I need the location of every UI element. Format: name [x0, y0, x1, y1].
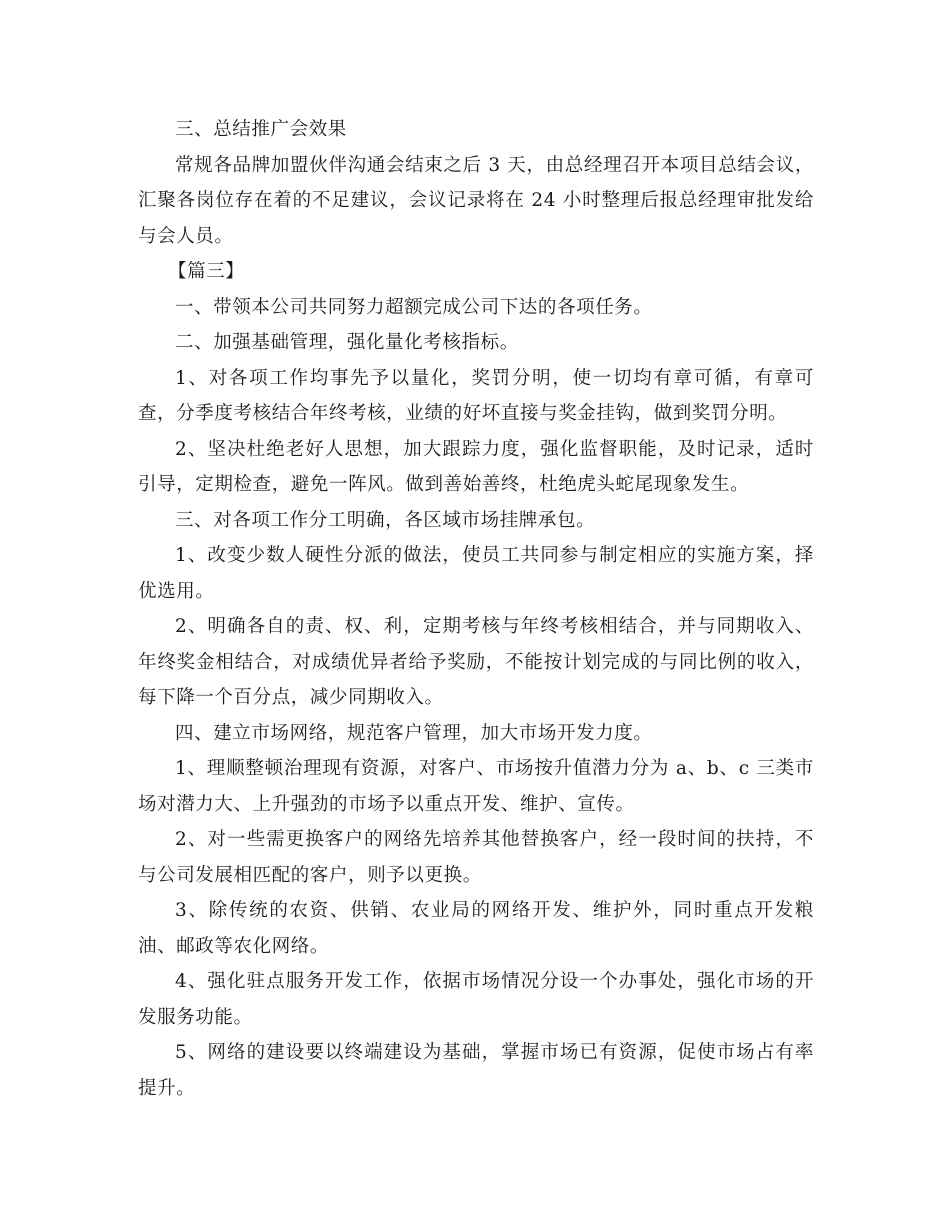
- paragraph-network-development: 3、除传统的农资、供销、农业局的网络开发、维护外，同时重点开发粮油、邮政等农化网络。: [138, 900, 814, 957]
- section-heading-market-network: 四、建立市场网络，规范客户管理，加大市场开发力度。: [175, 722, 653, 744]
- section-heading-summary: 三、总结推广会效果: [175, 119, 347, 140]
- paragraph-terminal-construction: 5、网络的建设要以终端建设为基础，掌握市场已有资源，促使市场占有率提升。: [138, 1042, 814, 1099]
- section-heading-basic-management: 二、加强基础管理，强化量化考核指标。: [175, 332, 519, 353]
- part-heading-three: 【篇三】: [168, 261, 245, 282]
- paragraph-replace-clients: 2、对一些需更换客户的网络先培养其他替换客户，经一段时间的扶持，不与公司发展相匹配的客户，则予以更换。: [138, 829, 814, 886]
- document-page: [138, 112, 814, 1106]
- paragraph-resource-classification: 1、理顺整顿治理现有资源，对客户、市场按升值潜力分为 a、b、c 三类市场对潜力大、上升强劲的市场予以重点开发、维护、宣传。: [138, 758, 814, 815]
- paragraph-staff-participation: 1、改变少数人硬性分派的做法，使员工共同参与制定相应的实施方案，择优选用。: [138, 545, 814, 602]
- paragraph-quantify-work: 1、对各项工作均事先予以量化，奖罚分明，使一切均有章可循，有章可查，分季度考核结合年终考核，业绩的好坏直接与奖金挂钩，做到奖罚分明。: [138, 367, 814, 424]
- section-heading-division-of-work: 三、对各项工作分工明确，各区域市场挂牌承包。: [175, 509, 596, 531]
- paragraph-field-office: 4、强化驻点服务开发工作，依据市场情况分设一个办事处，强化市场的开发服务功能。: [138, 971, 814, 1028]
- section-heading-lead-tasks: 一、带领本公司共同努力超额完成公司下达的各项任务。: [175, 296, 653, 318]
- paragraph-summary-meeting: 常规各品牌加盟伙伴沟通会结束之后 3 天，由总经理召开本项目总结会议，汇聚各岗位存在着的不足建议，会议记录将在 24 小时整理后报总经理审批发给与会人员。: [138, 154, 814, 247]
- paragraph-supervision: 2、坚决杜绝老好人思想，加大跟踪力度，强化监督职能，及时记录，适时引导，定期检查，避免一阵风。做到善始善终，杜绝虎头蛇尾现象发生。: [138, 438, 814, 495]
- paragraph-responsibilities: 2、明确各自的责、权、利，定期考核与年终考核相结合，并与同期收入、年终奖金相结合，对成绩优异者给予奖励，不能按计划完成的与同比例的收入，每下降一个百分点，减少同期收入。: [138, 616, 814, 708]
